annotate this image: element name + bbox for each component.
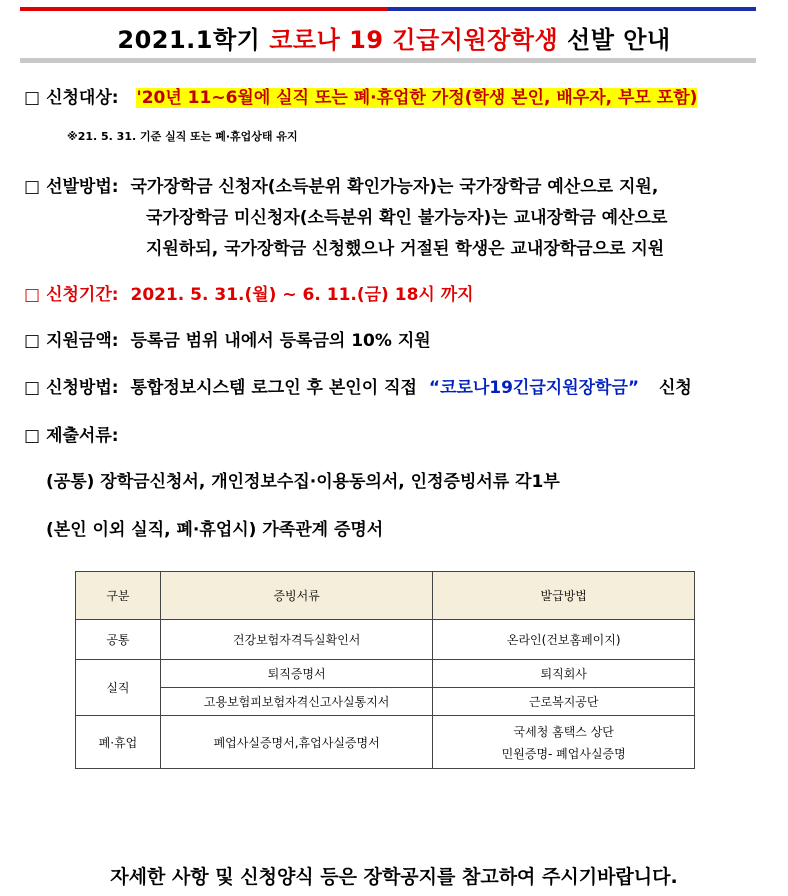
docs-label: 제출서류: <box>46 426 119 446</box>
docs-common: (공통) 장학금신청서, 개인정보수집·이용동의서, 인정증빙서류 각1부 <box>46 472 560 492</box>
table-header-cell: 발급방법 <box>433 572 695 620</box>
target-value: '20년 11~6월에 실직 또는 폐·휴업한 가정(학생 본인, 배우자, 부모 포함) <box>136 88 698 108</box>
top-bar-red <box>20 7 388 11</box>
table-cell <box>433 716 695 769</box>
checkbox-glyph: □ <box>24 88 41 108</box>
table-cell: 고용보험피보험자격신고사실통지서 <box>160 688 433 716</box>
closure-method-line2: 민원증명- 폐업사실증명 <box>501 746 626 761</box>
table-row <box>76 620 695 660</box>
section-amount <box>24 326 431 351</box>
table-cell: 퇴직회사 <box>433 660 695 688</box>
table-row <box>76 660 695 688</box>
section-docs <box>24 421 119 446</box>
table-cell: 온라인(건보홈페이지) <box>433 620 695 660</box>
table-row <box>76 688 695 716</box>
method-label: 선발방법: <box>46 177 119 197</box>
page-title <box>0 20 788 55</box>
top-color-bar <box>20 7 756 11</box>
footer-note: 자세한 사항 및 신청양식 등은 장학공지를 참고하여 주시기바랍니다. <box>110 866 678 888</box>
period-value: 2021. 5. 31.(월) ~ 6. 11.(금) 18시 까지 <box>130 285 474 305</box>
table-cell: 건강보험자격득실확인서 <box>160 620 433 660</box>
target-label: 신청대상: <box>46 88 119 108</box>
checkbox-glyph: □ <box>24 331 41 351</box>
section-method <box>24 172 658 197</box>
section-period <box>24 280 474 305</box>
table-cell: 근로복지공단 <box>433 688 695 716</box>
title-highlight: 코로나 19 긴급지원장학생 <box>269 26 559 54</box>
checkbox-glyph: □ <box>24 378 41 398</box>
title-prefix: 2021.1학기 <box>117 26 261 54</box>
table-cell: 공통 <box>76 620 161 660</box>
closure-method-line1: 국세청 홈택스 상단 <box>513 724 614 739</box>
period-label: 신청기간: <box>46 285 119 305</box>
table-header-row <box>76 572 695 620</box>
table-cell: 폐·휴업 <box>76 716 161 769</box>
apply-value-quote: “코로나19긴급지원장학금” <box>428 378 640 398</box>
docs-other: (본인 이외 실직, 폐·휴업시) 가족관계 증명서 <box>46 520 384 540</box>
checkbox-glyph: □ <box>24 285 41 305</box>
method-line1: 국가장학금 신청자(소득분위 확인가능자)는 국가장학금 예산으로 지원, <box>130 177 659 197</box>
table-cell: 실직 <box>76 660 161 716</box>
apply-value-post: 신청 <box>659 378 692 398</box>
table-cell: 퇴직증명서 <box>160 660 433 688</box>
section-target <box>24 83 697 108</box>
documents-table <box>75 571 695 769</box>
amount-label: 지원금액: <box>46 331 119 351</box>
title-divider <box>20 58 756 63</box>
checkbox-glyph: □ <box>24 177 41 197</box>
table-cell: 폐업사실증명서,휴업사실증명서 <box>160 716 433 769</box>
section-apply <box>24 373 692 398</box>
amount-value: 등록금 범위 내에서 등록금의 10% 지원 <box>130 331 431 351</box>
method-line2: 국가장학금 미신청자(소득분위 확인 불가능자)는 교내장학금 예산으로 <box>146 208 668 228</box>
table-row <box>76 716 695 769</box>
table-header-cell: 구분 <box>76 572 161 620</box>
target-note: ※21. 5. 31. 기준 실직 또는 폐·휴업상태 유지 <box>67 130 298 143</box>
method-line3: 지원하되, 국가장학금 신청했으나 거절된 학생은 교내장학금으로 지원 <box>146 239 665 259</box>
title-suffix: 선발 안내 <box>567 26 671 54</box>
top-bar-blue <box>388 7 756 11</box>
table-header-cell: 증빙서류 <box>160 572 433 620</box>
apply-value-pre: 통합정보시스템 로그인 후 본인이 직접 <box>130 378 417 398</box>
checkbox-glyph: □ <box>24 426 41 446</box>
apply-label: 신청방법: <box>46 378 119 398</box>
